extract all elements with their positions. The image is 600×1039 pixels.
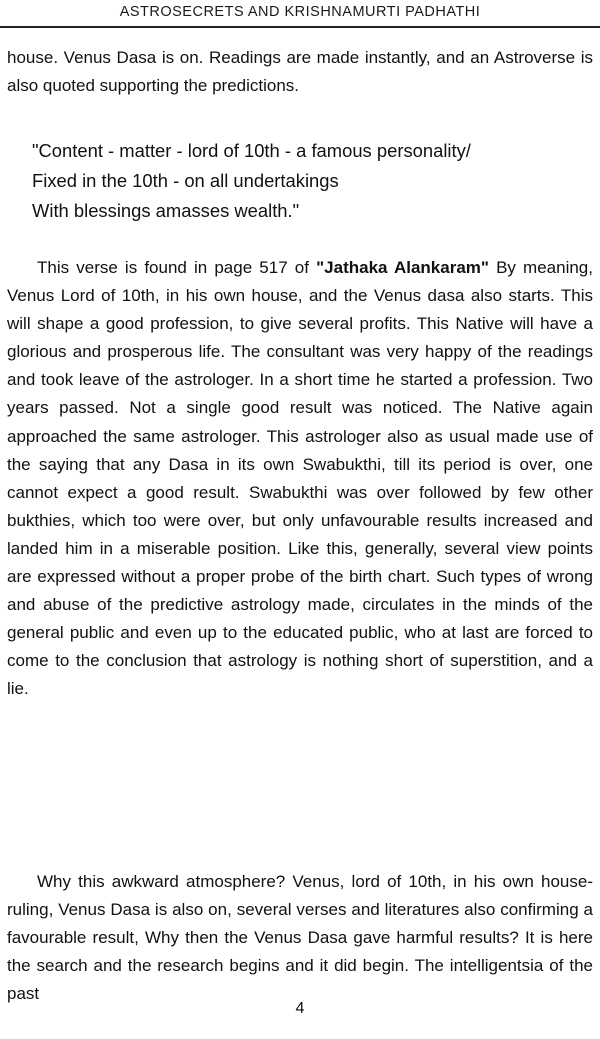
- book-title-jathaka-alankaram: "Jathaka Alankaram": [316, 258, 489, 277]
- header-rule: [0, 26, 600, 28]
- paragraph-verse-explanation: [7, 254, 593, 704]
- paragraph-body-text: By meaning, Venus Lord of 10th, in his own house, and the Venus dasa also starts. This will shape a good profession, to give several profits. This Native will have a glorious and prosperous life. The consultant was very happy of the readings and took leave of the astrologer. In a short time he started a profession. Two years passed. Not a single good result was noticed. The Native again approached the same astrologer. This astrologer also as usual made use of the saying that any Dasa in its own Swabukthi, till its period is over, one cannot expect a good result. Swabukthi was over followed by few other bukthies, which too were over, but only unfavourable results increased and landed him in a miserable position. Like this, generally, several view points are expressed without a proper probe of the birth chart. Such types of wrong and abuse of the predictive astrology made, circulates in the minds of the general public and even up to the educated public, who at last are forced to come to the conclusion that astrology is nothing short of superstition, and a lie.: [7, 258, 593, 699]
- paragraph-continuation: house. Venus Dasa is on. Readings are made instantly, and an Astroverse is also quoted supporting the predictions.: [7, 48, 593, 96]
- astroverse-quote: [32, 136, 592, 226]
- paragraph-awkward-atmosphere: [7, 868, 593, 1008]
- page-number: 4: [295, 1000, 305, 1017]
- verse-line-1: "Content - matter - lord of 10th - a famous personality/: [32, 140, 471, 161]
- paragraph-text: Why this awkward atmosphere? Venus, lord of 10th, in his own house-ruling, Venus Dasa is also on, several verses and literatures also confirming a favourable result, Why then the Venus Dasa gave harmful results? It is here the search and the research begins and it did begin. The intelligentsia of the past: [7, 872, 593, 1004]
- verse-line-2: Fixed in the 10th - on all undertakings: [32, 170, 339, 191]
- paragraph-intro-text: This verse is found in page 517 of: [37, 258, 317, 277]
- verse-line-3: With blessings amasses wealth.": [32, 200, 300, 221]
- running-header: ASTROSECRETS AND KRISHNAMURTI PADHATHI: [119, 4, 481, 20]
